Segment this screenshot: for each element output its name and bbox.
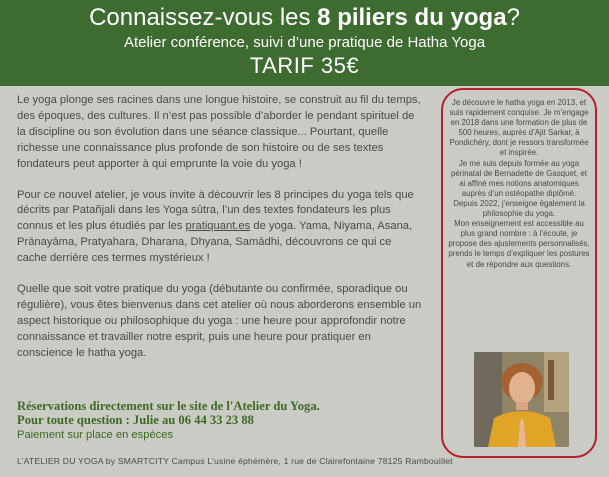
header-banner: [0, 0, 609, 86]
teacher-portrait-image: [474, 352, 569, 447]
bio-text: [448, 98, 590, 270]
reservation-info: [17, 399, 422, 427]
bio-paragraph: Je me suis depuis formée au yoga périnatal de Bernadette de Gasquet, et ai affiné mes notions anatomiques auprès d’un ostéopathe diplômé.: [451, 158, 587, 198]
price-tag: TARIF 35€: [249, 53, 360, 78]
contact-line: Pour toute question : Julie au 06 44 33 23 88: [17, 413, 254, 427]
teacher-photo: [474, 352, 569, 447]
pratiquants-link[interactable]: pratiquant.es: [185, 220, 251, 233]
title-prefix: Connaissez-vous les: [89, 4, 318, 31]
paragraph-audience: Quelle que soit votre pratique du yoga (débutante ou confirmée, sporadique ou régulière), vous êtes bienvenus dans cet atelier où nous aborderons ensemble un aspect historique ou philosophique du yoga : une heure pour approfondir notre connaissance et travailler notre esprit, puis une heure pour pratiquer en conscience le hatha yoga.: [17, 283, 422, 359]
payment-info: Paiement sur place en espèces: [17, 429, 174, 441]
bio-paragraph: Mon enseignement est accessible au plus grand nombre : à l’écoute, je propose des ajustements personnalisés, prends le temps d’expliquer les postures et de répondre aux questions.: [448, 219, 590, 269]
title-bold: 8 piliers du yoga: [317, 4, 507, 31]
page-title: [0, 4, 609, 32]
bio-paragraph: Je découvre le hatha yoga en 2013, et suis rapidement conquise. Je m’engage en 2018 dans une formation de plus de 500 heures, auprès d’Ajit Sarkar, à Pondichéry, dont je ressors transformée et inspirée.: [449, 98, 589, 158]
paragraph-workshop-end: de yoga. Yama, Niyama, Asana, Prānayāma, Pratyahara, Dharana, Dhyana, Samādhi, découvrons ce qui ce cache derrière ces termes mystérieux !: [17, 220, 413, 265]
paragraph-workshop-start: Pour ce nouvel atelier, je vous invite à découvrir les 8 principes du yoga tels que décrits par Patañjali dans les Yoga sûtra, l’un des textes fondateurs les plus connus et les plus étudiés par les: [17, 188, 414, 233]
paragraph-history: Le yoga plonge ses racines dans une longue histoire, se construit au fil du temps, des époques, des cultures. Il n’est pas possible d’aborder le pendant spirituel de la discipline ou son évolution dans une séance classique... Pourtant, quelle richesse une connaissance plus profonde de son histoire ou de ses textes fondateurs peut apporter à qui emprunte la voie du yoga !: [17, 94, 421, 170]
title-suffix: ?: [506, 4, 520, 31]
paragraph-workshop: [17, 188, 422, 268]
footer-address: L’ATELIER DU YOGA by SMARTCITY Campus L’usine éphémère, 1 rue de Clairefontaine 78125 Rambouillet: [17, 456, 453, 466]
reservation-line: Réservations directement sur le site de l'Atelier du Yoga.: [17, 399, 320, 413]
bio-paragraph: Depuis 2022, j’enseigne également la philosophie du yoga.: [453, 198, 585, 219]
main-description: [17, 93, 422, 377]
page-subtitle: Atelier conférence, suivi d’une pratique de Hatha Yoga: [123, 34, 486, 51]
